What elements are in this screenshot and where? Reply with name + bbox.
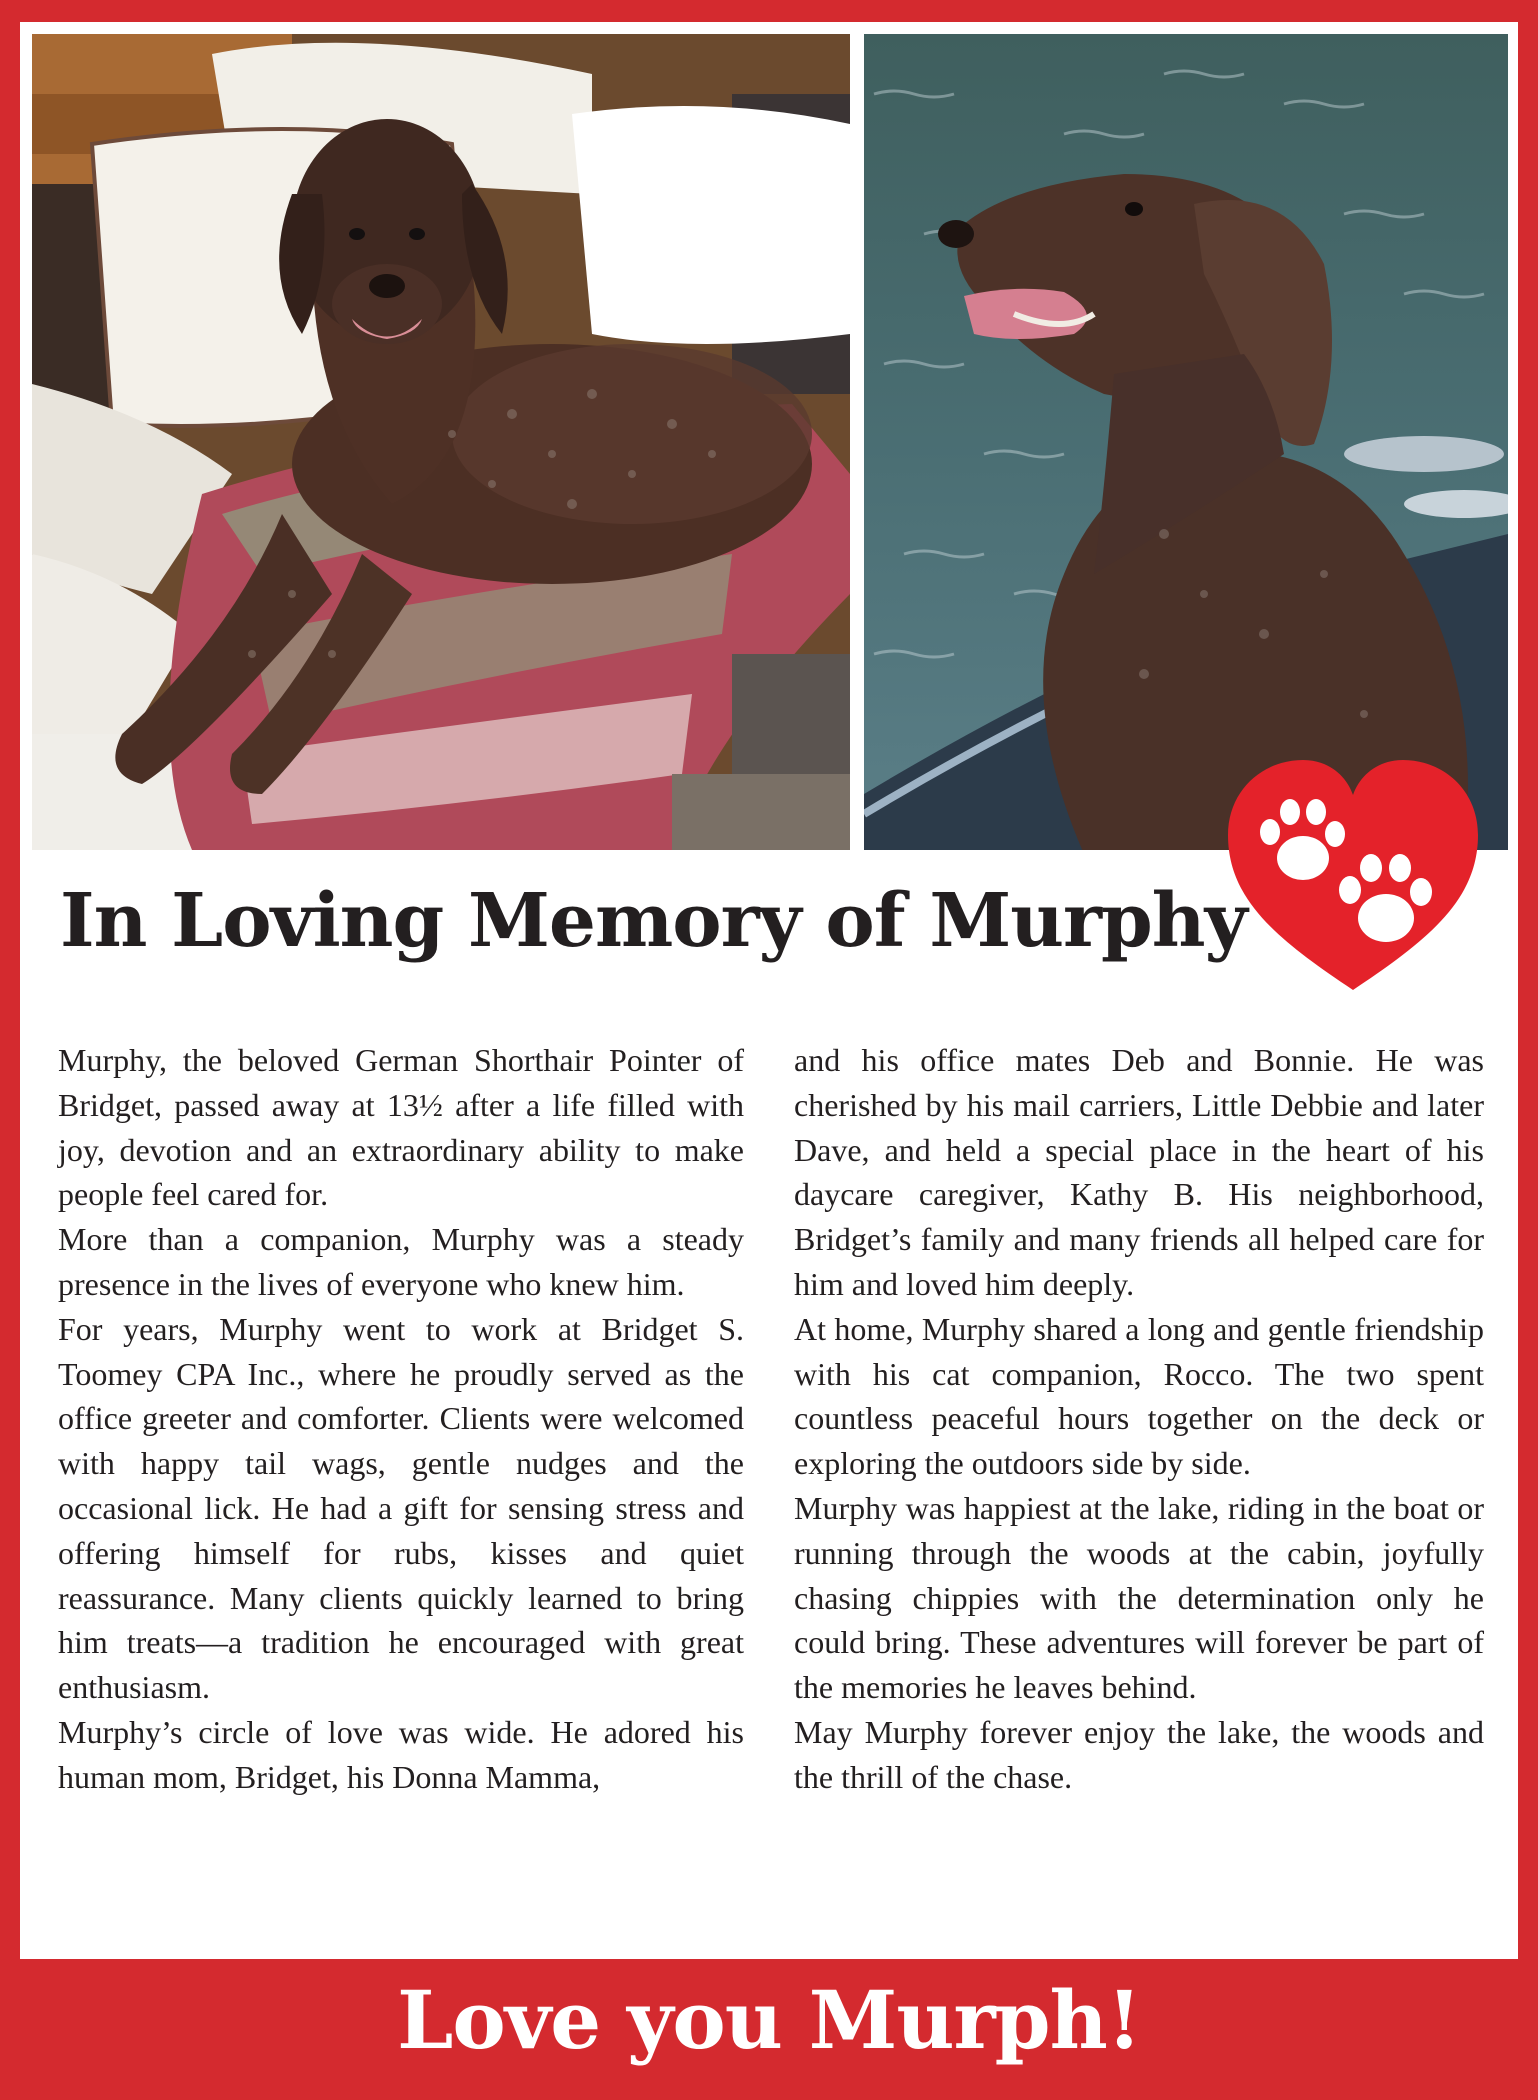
photo-dog-at-lake (864, 34, 1508, 850)
text-column-right (794, 1038, 1484, 1800)
heart-paw-icon (1218, 750, 1488, 1002)
dog-on-blanket-image (32, 34, 850, 850)
page-title: In Loving Memory of Murphy (60, 878, 1247, 964)
paragraph: At home, Murphy shared a long and gentle friendship with his cat companion, Rocco. The two spent countless peaceful hours together on the deck or exploring the outdoors side by side. (794, 1310, 1484, 1482)
dog-at-lake-image (864, 34, 1508, 850)
paragraph: Murphy was happiest at the lake, riding in the boat or running through the woods at the cabin, joyfully chasing chippies with the determination only he could bring. These adventures will forever be part of the memories he leaves behind. (794, 1489, 1484, 1706)
footer-message: Love you Murph! (397, 1973, 1141, 2067)
paragraph: For years, Murphy went to work at Bridget S. Toomey CPA Inc., where he proudly served as the office greeter and comforter. Clients were welcomed with happy tail wags, gentle nudges and the occasional lick. He had a gift for sensing stress and offering himself for rubs, kisses and quiet reassurance. Many clients quickly learned to bring him treats—a tradition he encouraged with great enthusiasm. (58, 1310, 744, 1706)
paragraph: May Murphy forever enjoy the lake, the woods and the thrill of the chase. (794, 1713, 1484, 1795)
paragraph: Murphy, the beloved German Shorthair Pointer of Bridget, passed away at 13½ after a life filled with joy, devotion and an extraordinary ability to make people feel cared for. (58, 1042, 744, 1213)
paragraph: and his office mates Deb and Bonnie. He was cherished by his mail carriers, Little Debbie and later Dave, and held a special place in the heart of his daycare caregiver, Kathy B. His neighborhood, Bridget’s family and many friends all helped care for him and loved him deeply. (794, 1042, 1484, 1302)
paragraph: More than a companion, Murphy was a steady presence in the lives of everyone who knew him. (58, 1221, 744, 1302)
text-column-left (58, 1038, 744, 1800)
content-panel (20, 22, 1518, 1959)
paragraph: Murphy’s circle of love was wide. He adored his human mom, Bridget, his Donna Mamma, (58, 1713, 744, 1795)
photo-dog-on-blanket (32, 34, 850, 850)
